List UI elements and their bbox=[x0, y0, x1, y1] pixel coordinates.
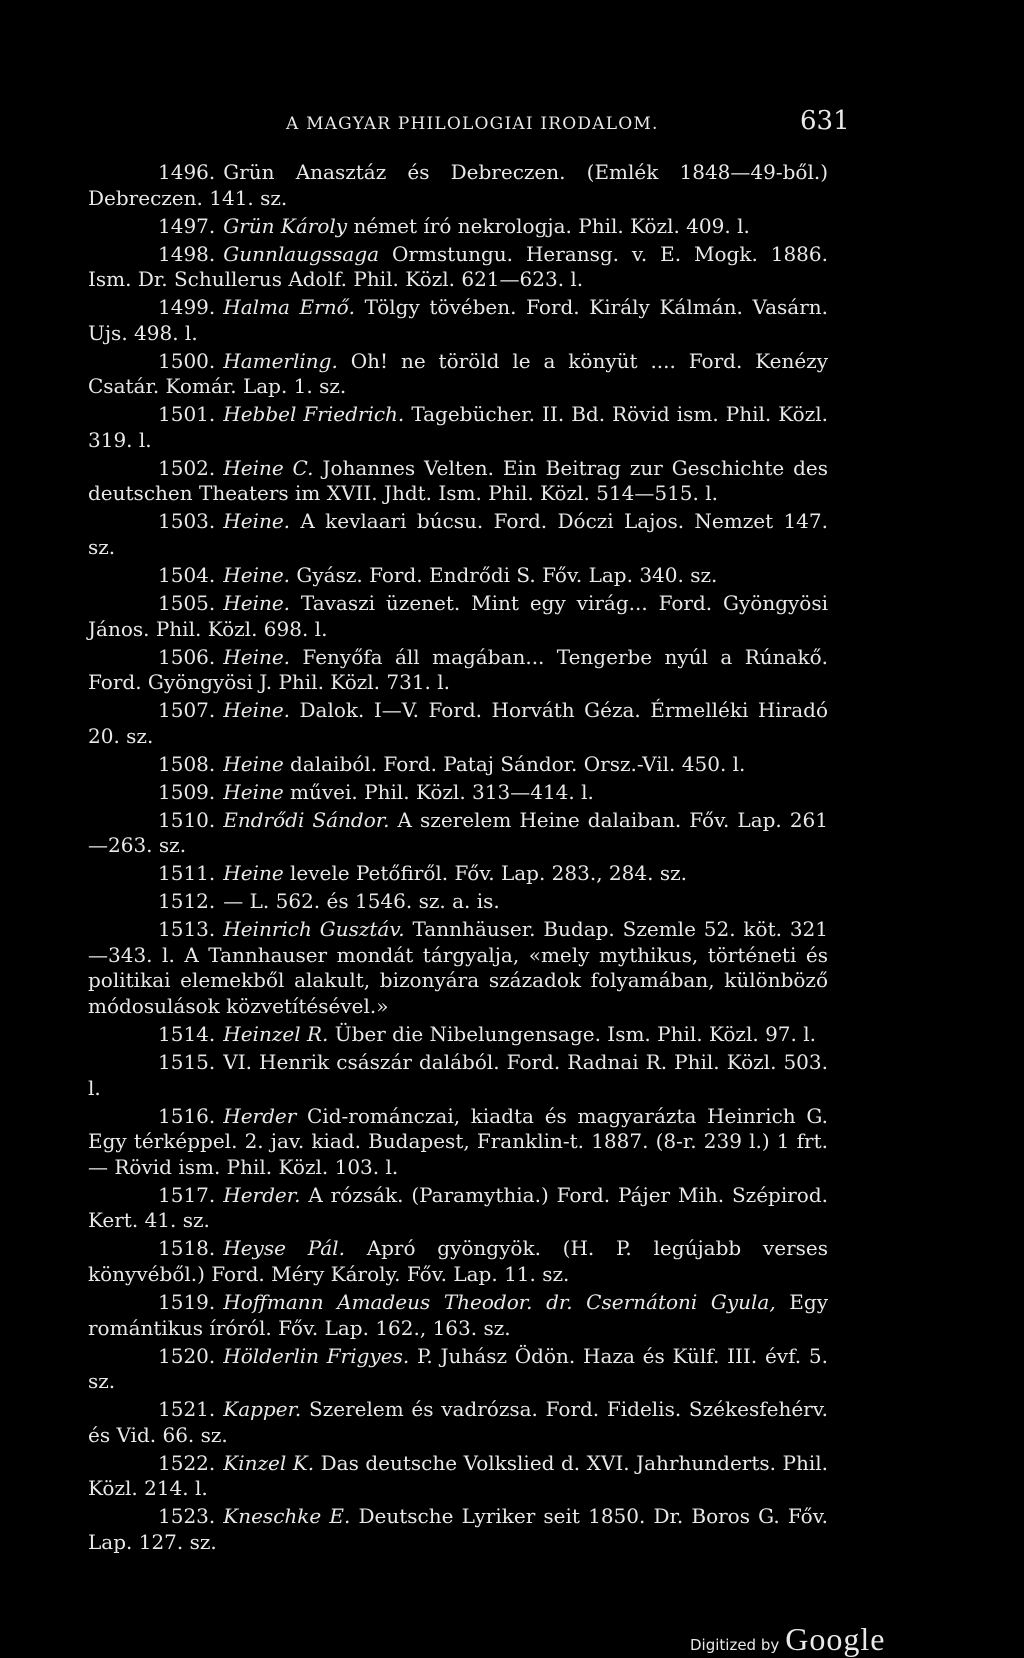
entry-text: Grün Anasztáz és Debreczen. (Emlék 1848—49-ből.) Debreczen. 141. sz. bbox=[88, 160, 828, 210]
entry-text: dalaiból. Ford. Pataj Sándor. Orsz.-Vil. 450. l. bbox=[290, 751, 746, 776]
bibliography-entry bbox=[88, 1504, 828, 1555]
entry-author: Heine. bbox=[223, 563, 291, 588]
entry-number: 1498. bbox=[158, 241, 216, 266]
bibliography-entry bbox=[88, 861, 828, 887]
entry-text: Szerelem és vadrózsa. Ford. Fidelis. Székesfehérv. és Vid. 66. sz. bbox=[88, 1397, 828, 1447]
entry-number: 1522. bbox=[158, 1450, 216, 1475]
entry-author: Endrődi Sándor. bbox=[223, 807, 390, 832]
entry-author: Hölderlin Frigyes. bbox=[223, 1343, 410, 1368]
bibliography-list bbox=[88, 160, 828, 1558]
entry-author: Herder. bbox=[223, 1182, 301, 1207]
entry-number: 1523. bbox=[158, 1504, 216, 1529]
entry-author: Gunnlaugssaga bbox=[223, 241, 380, 266]
bibliography-entry bbox=[88, 242, 828, 293]
entry-text: A szerelem Heine dalaiban. Főv. Lap. 261—263. sz. bbox=[88, 807, 829, 858]
entry-number: 1512. bbox=[158, 889, 216, 914]
bibliography-entry bbox=[88, 160, 828, 211]
entry-author: Kinzel K. bbox=[223, 1450, 315, 1475]
page-header bbox=[90, 106, 870, 140]
entry-text: Gyász. Ford. Endrődi S. Főv. Lap. 340. sz. bbox=[296, 563, 718, 588]
entry-text: Egy romántikus íróról. Főv. Lap. 162., 163. sz. bbox=[88, 1289, 828, 1340]
bibliography-entry bbox=[88, 563, 828, 589]
entry-number: 1518. bbox=[158, 1236, 216, 1261]
entry-number: 1511. bbox=[158, 861, 216, 886]
bibliography-entry bbox=[88, 214, 828, 240]
entry-text: Über die Nibelungensage. Ism. Phil. Közl. 97. l. bbox=[334, 1022, 816, 1047]
bibliography-entry bbox=[88, 1050, 828, 1101]
bibliography-entry bbox=[88, 698, 828, 749]
bibliography-entry bbox=[88, 349, 828, 400]
entry-text: Tagebücher. II. Bd. Rövid ism. Phil. Közl. 319. l. bbox=[88, 402, 828, 452]
entry-text: Das deutsche Volkslied d. XVI. Jahrhunderts. Phil. Közl. 214. l. bbox=[88, 1450, 829, 1501]
entry-number: 1496. bbox=[158, 160, 216, 184]
entry-number: 1513. bbox=[158, 917, 216, 942]
bibliography-entry bbox=[88, 509, 828, 560]
entry-text: német író nekrologja. Phil. Közl. 409. l. bbox=[353, 213, 750, 238]
entry-author: Hebbel Friedrich. bbox=[223, 402, 405, 427]
bibliography-entry bbox=[88, 456, 828, 507]
entry-text: — L. 562. és 1546. sz. a. is. bbox=[223, 889, 500, 914]
entry-number: 1502. bbox=[158, 455, 216, 480]
entry-number: 1497. bbox=[158, 213, 216, 238]
bibliography-entry bbox=[88, 402, 828, 453]
bibliography-entry bbox=[88, 917, 828, 1019]
bibliography-entry bbox=[88, 645, 828, 696]
entry-author: Kneschke E. bbox=[223, 1504, 351, 1529]
entry-author: Herder bbox=[223, 1103, 297, 1128]
entry-number: 1508. bbox=[158, 751, 216, 776]
entry-number: 1503. bbox=[158, 509, 216, 534]
entry-author: Halma Ernő. bbox=[223, 295, 355, 320]
bibliography-entry bbox=[88, 591, 828, 642]
entry-author: Hamerling. bbox=[223, 348, 338, 373]
entry-text: levele Petőfiről. Főv. Lap. 283., 284. sz. bbox=[290, 861, 687, 886]
entry-text: Dalok. I—V. Ford. Horváth Géza. Érmelléki Hiradó 20. sz. bbox=[88, 698, 828, 748]
entry-text: Johannes Velten. Ein Beitrag zur Geschichte des deutschen Theaters im XVII. Jhdt. Ism. Phil. Közl. 514—515. l. bbox=[88, 455, 829, 506]
entry-number: 1515. bbox=[158, 1050, 216, 1075]
bibliography-entry bbox=[88, 1344, 828, 1395]
entry-number: 1501. bbox=[158, 402, 216, 427]
bibliography-entry bbox=[88, 1236, 828, 1287]
entry-text: Ormstungu. Heransg. v. E. Mogk. 1886. Ism. Dr. Schullerus Adolf. Phil. Közl. 621—623. l. bbox=[88, 241, 828, 292]
entry-number: 1514. bbox=[158, 1022, 216, 1047]
entry-author: Heine. bbox=[223, 591, 291, 616]
entry-text: Cid-románczai, kiadta és magyarázta Heinrich G. Egy térképpel. 2. jav. kiad. Budapest, Franklin-t. 1887. (8-r. 239 l.) 1 frt. — Rövid ism. Phil. Közl. 103. l. bbox=[88, 1103, 829, 1179]
bibliography-entry bbox=[88, 1451, 828, 1502]
entry-text: művei. Phil. Közl. 313—414. l. bbox=[290, 779, 594, 804]
bibliography-entry bbox=[88, 752, 828, 778]
entry-author: Kapper. bbox=[223, 1397, 302, 1422]
entry-number: 1506. bbox=[158, 644, 216, 669]
entry-author: Heine bbox=[223, 751, 284, 776]
google-logo: Google bbox=[785, 1621, 886, 1657]
entry-number: 1500. bbox=[158, 348, 216, 373]
entry-author: Heinzel R. bbox=[223, 1022, 329, 1047]
entry-number: 1517. bbox=[158, 1182, 216, 1207]
entry-author: Heine. bbox=[223, 698, 291, 723]
entry-text: Apró gyöngyök. (H. P. legújabb verses könyvéből.) Ford. Méry Károly. Főv. Lap. 11. sz. bbox=[88, 1236, 828, 1286]
entry-author: Heine bbox=[223, 779, 284, 804]
entry-author: Heine C. bbox=[223, 455, 314, 480]
entry-text: A kevlaari búcsu. Ford. Dóczi Lajos. Nemzet 147. sz. bbox=[88, 509, 828, 560]
bibliography-entry bbox=[88, 295, 828, 346]
entry-text: VI. Henrik császár dalából. Ford. Radnai R. Phil. Közl. 503. l. bbox=[88, 1050, 828, 1100]
entry-text: Fenyőfa áll magában... Tengerbe nyúl a Rúnakő. Ford. Gyöngyösi J. Phil. Közl. 731. l. bbox=[88, 644, 828, 695]
entry-number: 1516. bbox=[158, 1103, 216, 1128]
bibliography-entry bbox=[88, 1022, 828, 1048]
entry-author: Heine. bbox=[223, 509, 291, 534]
entry-text: Tavaszi üzenet. Mint egy virág... Ford. Gyöngyösi János. Phil. Közl. 698. l. bbox=[88, 591, 828, 641]
entry-number: 1505. bbox=[158, 591, 216, 616]
entry-text: Oh! ne töröld le a könyüt .... Ford. Kenézy Csatár. Komár. Lap. 1. sz. bbox=[88, 348, 829, 399]
entry-text: A rózsák. (Paramythia.) Ford. Pájer Mih. Szépirod. Kert. 41. sz. bbox=[88, 1182, 828, 1233]
entry-number: 1510. bbox=[158, 807, 216, 832]
entry-author: Grün Károly bbox=[223, 213, 348, 238]
running-title: A MAGYAR PHILOLOGIAI IRODALOM. bbox=[286, 114, 659, 134]
bibliography-entry bbox=[88, 780, 828, 806]
entry-number: 1507. bbox=[158, 698, 216, 723]
entry-number: 1509. bbox=[158, 779, 216, 804]
entry-number: 1499. bbox=[158, 295, 216, 320]
entry-text: Deutsche Lyriker seit 1850. Dr. Boros G. Főv. Lap. 127. sz. bbox=[88, 1504, 828, 1554]
bibliography-entry bbox=[88, 1290, 828, 1341]
entry-author: Heine bbox=[223, 861, 284, 886]
bibliography-entry bbox=[88, 808, 828, 859]
entry-author: Heyse Pál. bbox=[223, 1236, 345, 1261]
bibliography-entry bbox=[88, 889, 828, 915]
digitization-footer bbox=[690, 1621, 886, 1657]
entry-number: 1520. bbox=[158, 1343, 216, 1368]
entry-number: 1504. bbox=[158, 563, 216, 588]
entry-author: Hoffmann Amadeus Theodor. dr. Csernátoni Gyula, bbox=[223, 1289, 776, 1314]
entry-text: P. Juhász Ödön. Haza és Külf. III. évf. 5. sz. bbox=[88, 1343, 828, 1394]
digitized-by-label: Digitized by bbox=[690, 1636, 780, 1654]
entry-author: Heine. bbox=[223, 644, 291, 669]
entry-author: Heinrich Gusztáv. bbox=[223, 917, 405, 942]
entry-text: Tölgy tövében. Ford. Király Kálmán. Vasárn. Ujs. 498. l. bbox=[88, 295, 828, 345]
bibliography-entry bbox=[88, 1397, 828, 1448]
page-number: 631 bbox=[800, 106, 850, 136]
entry-number: 1521. bbox=[158, 1397, 216, 1422]
bibliography-entry bbox=[88, 1104, 828, 1181]
entry-text: Tannhäuser. Budap. Szemle 52. köt. 321—343. l. A Tannhauser mondát tárgyalja, «mely mythikus, történeti és politikai elemekből alakult, bizonyára századok folyamában, különböző módosulások közvetítésével.» bbox=[88, 917, 828, 1019]
bibliography-entry bbox=[88, 1183, 828, 1234]
entry-number: 1519. bbox=[158, 1289, 216, 1314]
